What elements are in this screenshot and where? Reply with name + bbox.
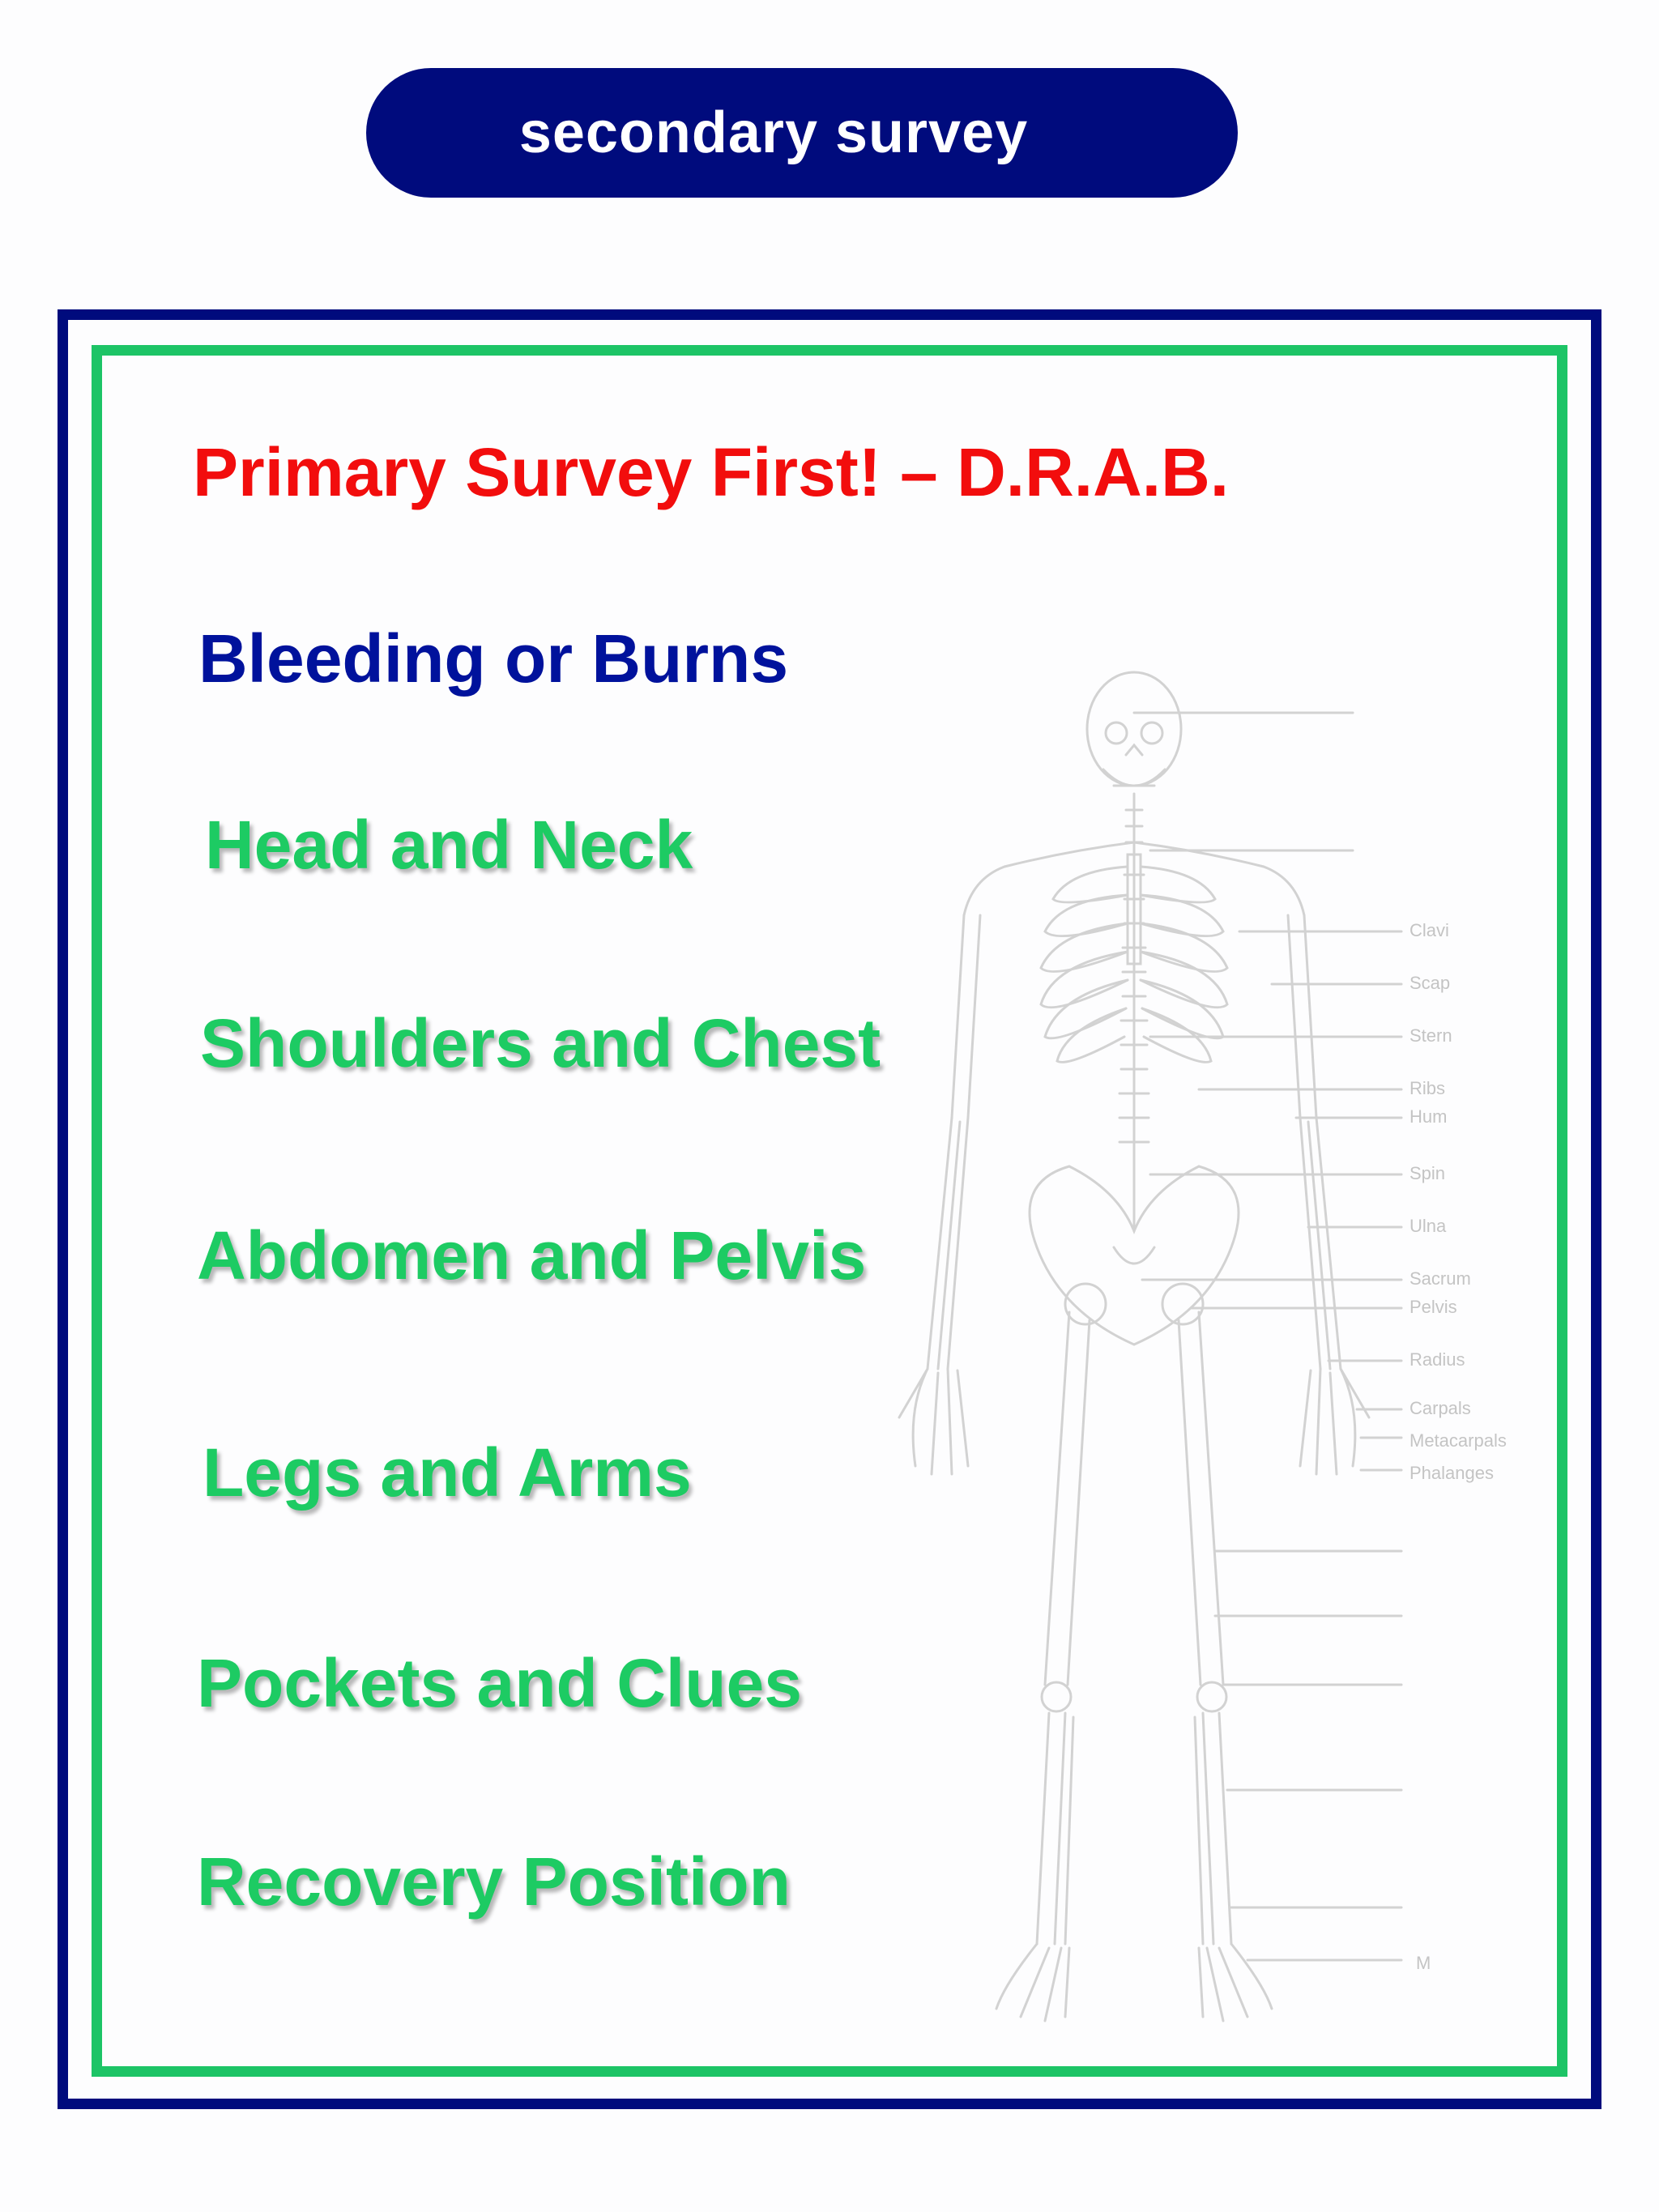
bone-label-sacrum: Sacrum — [1410, 1268, 1471, 1289]
skeleton-illustration — [883, 664, 1588, 2025]
bone-label-phalanges: Phalanges — [1410, 1463, 1494, 1483]
bone-label-ribs: Ribs — [1410, 1078, 1446, 1098]
bone-label-scapula: Scap — [1410, 973, 1451, 993]
bone-label-clavicle: Clavi — [1410, 920, 1449, 940]
bone-label-m: M — [1416, 1953, 1431, 1973]
title-banner — [366, 68, 1238, 198]
checklist-item-head-neck: Head and Neck — [205, 807, 693, 883]
checklist-item-legs-arms: Legs and Arms — [203, 1434, 692, 1511]
bone-label-carpals: Carpals — [1410, 1398, 1471, 1418]
title-text: secondary survey — [518, 100, 1029, 165]
bone-label-ulna: Ulna — [1410, 1216, 1447, 1236]
checklist-item-recovery-position: Recovery Position — [197, 1843, 791, 1920]
bleeding-heading: Bleeding or Burns — [198, 620, 789, 697]
bone-label-metacarpals: Metacarpals — [1410, 1430, 1507, 1451]
bone-label-pelvis: Pelvis — [1410, 1297, 1457, 1317]
checklist-item-pockets-clues: Pockets and Clues — [197, 1645, 802, 1721]
checklist-item-shoulders-chest: Shoulders and Chest — [200, 1005, 881, 1081]
bone-label-radius: Radius — [1410, 1349, 1465, 1370]
checklist-item-abdomen-pelvis: Abdomen and Pelvis — [197, 1217, 867, 1294]
bone-label-spine: Spin — [1410, 1163, 1446, 1183]
primary-survey-heading: Primary Survey First! – D.R.A.B. — [193, 434, 1230, 510]
bone-label-sternum: Stern — [1410, 1025, 1452, 1046]
bone-label-humerus: Hum — [1410, 1106, 1448, 1127]
